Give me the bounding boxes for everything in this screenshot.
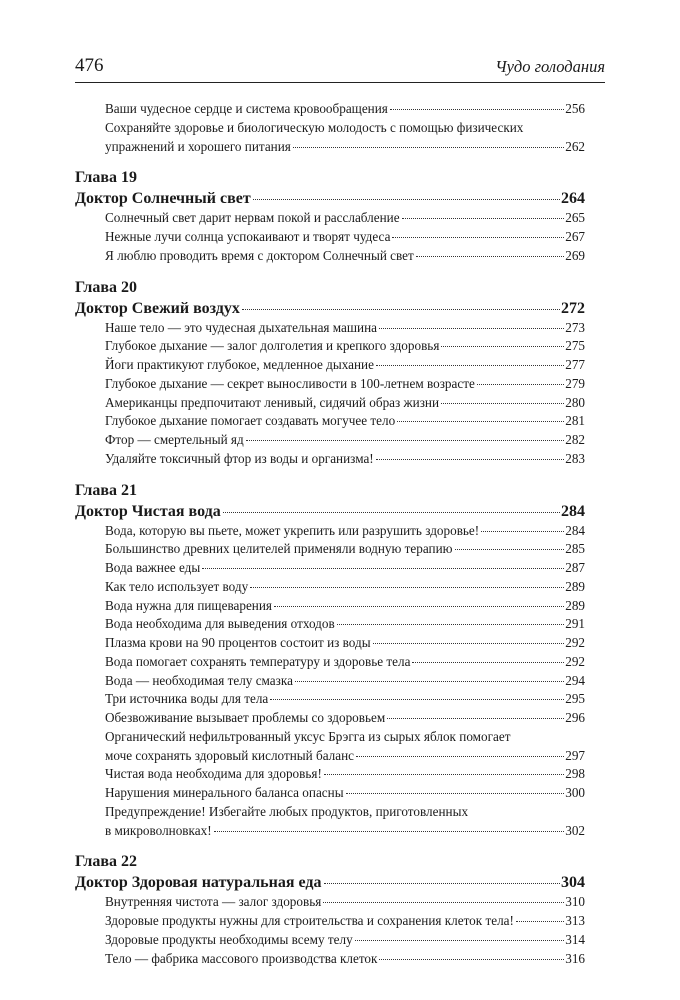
toc-entry-page-number: 302 xyxy=(565,822,585,838)
chapter-title-row xyxy=(75,188,585,209)
dot-leader xyxy=(324,883,561,884)
toc-entry-page-number: 281 xyxy=(565,413,585,429)
dot-leader xyxy=(214,831,565,832)
toc-entry-page-number: 314 xyxy=(565,931,585,947)
dot-leader xyxy=(295,681,564,682)
toc-entry-text: Фтор — смертельный яд xyxy=(105,432,244,447)
dot-leader xyxy=(270,699,564,700)
dot-leader xyxy=(441,346,564,347)
page-number: 476 xyxy=(75,55,104,76)
toc-entry-page-number: 283 xyxy=(565,450,585,466)
toc-entry-page-number: 267 xyxy=(565,229,585,244)
toc-entry xyxy=(105,634,585,653)
chapter-title-row xyxy=(75,872,585,893)
dot-leader xyxy=(397,421,564,422)
chapter-page-number: 304 xyxy=(561,874,585,892)
toc-entry-text: Как тело использует воду xyxy=(105,578,249,594)
chapter-label: Глава 20 xyxy=(75,278,137,296)
dot-leader xyxy=(202,568,564,569)
toc-entry-page-number: 262 xyxy=(565,138,585,154)
toc-entry-text: Нарушения минерального баланса опасны xyxy=(105,785,344,800)
toc-entry xyxy=(105,615,585,634)
toc-entry-page-number: 310 xyxy=(565,894,585,910)
toc-entry-page-number: 269 xyxy=(565,247,585,263)
toc-entry xyxy=(105,950,585,969)
toc-entry-page-number: 275 xyxy=(565,338,585,354)
toc-entry xyxy=(105,822,585,841)
table-of-contents xyxy=(75,100,585,968)
toc-entry-line xyxy=(105,803,585,822)
chapter-title-row xyxy=(75,298,585,319)
toc-entry-page-number: 273 xyxy=(565,319,585,335)
toc-entry-text: Три источника воды для тела xyxy=(105,691,269,707)
toc-entry-text: Предупреждение! Избегайте любых продуктов, приготовленных xyxy=(105,803,469,819)
dot-leader xyxy=(376,365,564,366)
toc-entry-page-number: 287 xyxy=(565,560,585,575)
toc-entry-text: Солнечный свет дарит нервам покой и расслабление xyxy=(105,210,400,226)
toc-entry-page-number: 292 xyxy=(565,653,585,669)
toc-entry xyxy=(105,100,585,119)
chapter-label: Глава 21 xyxy=(75,481,137,499)
toc-entry xyxy=(105,709,585,728)
chapter-page-number: 264 xyxy=(561,190,585,208)
toc-entry-page-number: 289 xyxy=(565,597,585,613)
toc-entry-text: Вода помогает сохранять температуру и здоровье тела xyxy=(105,653,411,669)
toc-entry xyxy=(105,412,585,431)
toc-entry xyxy=(105,690,585,709)
header-rule xyxy=(75,82,605,83)
toc-entry-text: Глубокое дыхание — секрет выносливости в 100-летнем возрасте xyxy=(105,375,475,391)
toc-entry-text: Ваши чудесное сердце и система кровообращения xyxy=(105,101,388,116)
toc-entry xyxy=(105,912,585,931)
toc-entry-text: Вода важнее еды xyxy=(105,560,201,575)
toc-entry xyxy=(105,653,585,672)
dot-leader xyxy=(390,109,564,110)
dot-leader xyxy=(355,940,565,941)
toc-entry xyxy=(105,375,585,394)
dot-leader xyxy=(387,718,564,719)
chapter-title: Доктор Солнечный свет xyxy=(75,190,251,208)
toc-entry xyxy=(105,228,585,247)
toc-entry-page-number: 289 xyxy=(565,578,585,594)
dot-leader xyxy=(293,147,564,148)
toc-entry xyxy=(105,356,585,375)
toc-entry xyxy=(105,431,585,450)
toc-entry-page-number: 313 xyxy=(565,913,585,928)
toc-entry-page-number: 316 xyxy=(565,950,585,966)
toc-entry xyxy=(105,522,585,541)
toc-entry xyxy=(105,559,585,578)
dot-leader xyxy=(516,921,564,922)
toc-entry-page-number: 295 xyxy=(565,691,585,707)
toc-entry-text: Обезвоживание вызывает проблемы со здоровьем xyxy=(105,710,386,725)
toc-entry-page-number: 297 xyxy=(565,747,585,763)
chapter-title: Доктор Чистая вода xyxy=(75,502,221,520)
toc-entry-text: Сохраняйте здоровье и биологическую молодость с помощью физических xyxy=(105,119,524,135)
toc-entry-text: Плазма крови на 90 процентов состоит из воды xyxy=(105,635,371,650)
toc-entry-line xyxy=(105,119,585,138)
dot-leader xyxy=(477,384,564,385)
toc-entry-page-number: 294 xyxy=(565,672,585,688)
chapter-page-number: 272 xyxy=(561,299,585,317)
toc-entry-text: Внутренняя чистота — залог здоровья xyxy=(105,894,322,910)
toc-entry-page-number: 292 xyxy=(565,635,585,650)
dot-leader xyxy=(402,218,565,219)
chapter-label: Глава 19 xyxy=(75,169,137,187)
toc-entry xyxy=(105,597,585,616)
toc-entry-text: Вода нужна для пищеварения xyxy=(105,597,272,613)
dot-leader xyxy=(379,959,564,960)
toc-entry xyxy=(105,931,585,950)
dot-leader xyxy=(253,199,560,200)
toc-entry xyxy=(105,784,585,803)
toc-entry xyxy=(105,747,585,766)
toc-entry-page-number: 296 xyxy=(565,710,585,725)
chapter-page-number: 284 xyxy=(561,502,585,520)
toc-entry-text: Здоровые продукты необходимы всему телу xyxy=(105,931,353,947)
dot-leader xyxy=(324,774,564,775)
dot-leader xyxy=(337,624,565,625)
toc-entry-text: в микроволновках! xyxy=(105,822,212,838)
toc-entry-page-number: 256 xyxy=(565,101,585,116)
dot-leader xyxy=(346,793,565,794)
dot-leader xyxy=(412,662,564,663)
chapter-title-row xyxy=(75,501,585,522)
toc-entry-text: Тело — фабрика массового производства клеток xyxy=(105,950,378,966)
dot-leader xyxy=(223,512,560,513)
toc-entry xyxy=(105,247,585,266)
toc-entry-page-number: 298 xyxy=(565,766,585,782)
toc-entry-page-number: 300 xyxy=(565,785,585,800)
dot-leader xyxy=(246,440,565,441)
toc-entry-text: Здоровые продукты нужны для строительства и сохранения клеток тела! xyxy=(105,913,514,928)
chapter-label: Глава 22 xyxy=(75,853,137,871)
toc-entry-text: Американцы предпочитают ленивый, сидячий образ жизни xyxy=(105,394,440,410)
toc-entry xyxy=(105,578,585,597)
toc-entry-page-number: 284 xyxy=(565,522,585,538)
dot-leader xyxy=(323,902,564,903)
toc-entry-page-number: 265 xyxy=(565,210,585,226)
toc-entry-text: Наше тело — это чудесная дыхательная машина xyxy=(105,319,378,335)
toc-entry-text: Глубокое дыхание помогает создавать могучее тело xyxy=(105,413,396,429)
dot-leader xyxy=(455,549,565,550)
dot-leader xyxy=(250,587,564,588)
dot-leader xyxy=(416,256,564,257)
dot-leader xyxy=(376,459,565,460)
chapter-title: Доктор Здоровая натуральная еда xyxy=(75,874,322,892)
toc-entry-text: Большинство древних целителей применяли водную терапию xyxy=(105,541,453,557)
toc-entry-page-number: 279 xyxy=(565,375,585,391)
toc-entry-text: Нежные лучи солнца успокаивают и творят чудеса xyxy=(105,229,391,244)
toc-entry xyxy=(105,540,585,559)
chapter-title: Доктор Свежий воздух xyxy=(75,299,240,317)
toc-entry-text: упражнений и хорошего питания xyxy=(105,138,291,154)
page-header xyxy=(75,55,605,83)
toc-entry-text: Удаляйте токсичный фтор из воды и организма! xyxy=(105,450,374,466)
dot-leader xyxy=(441,403,564,404)
toc-entry-line xyxy=(105,728,585,747)
toc-entry-text: Вода — необходимая телу смазка xyxy=(105,672,293,688)
dot-leader xyxy=(274,606,564,607)
toc-entry xyxy=(105,319,585,338)
toc-entry-page-number: 282 xyxy=(565,432,585,447)
toc-entry-page-number: 280 xyxy=(565,394,585,410)
toc-entry xyxy=(105,138,585,157)
toc-entry xyxy=(105,450,585,469)
toc-entry xyxy=(105,209,585,228)
toc-entry xyxy=(105,765,585,784)
toc-entry-page-number: 285 xyxy=(565,541,585,557)
dot-leader xyxy=(481,531,564,532)
toc-entry-text: Я люблю проводить время с доктором Солнечный свет xyxy=(105,247,414,263)
toc-entry-page-number: 291 xyxy=(565,616,585,632)
toc-entry xyxy=(105,394,585,413)
toc-entry-text: Чистая вода необходима для здоровья! xyxy=(105,766,322,782)
toc-entry-text: Органический нефильтрованный уксус Брэгга из сырых яблок помогает xyxy=(105,728,511,744)
toc-entry-text: Вода необходима для выведения отходов xyxy=(105,616,335,632)
toc-entry xyxy=(105,672,585,691)
toc-entry-text: Вода, которую вы пьете, может укрепить или разрушить здоровье! xyxy=(105,522,480,538)
running-title: Чудо голодания xyxy=(495,57,605,76)
dot-leader xyxy=(242,309,560,310)
dot-leader xyxy=(392,237,564,238)
toc-entry-page-number: 277 xyxy=(565,357,585,372)
toc-entry-text: Йоги практикуют глубокое, медленное дыхание xyxy=(105,357,374,372)
dot-leader xyxy=(373,643,565,644)
toc-entry-text: моче сохранять здоровый кислотный баланс xyxy=(105,747,355,763)
dot-leader xyxy=(356,756,564,757)
dot-leader xyxy=(379,328,564,329)
toc-entry xyxy=(105,893,585,912)
toc-entry xyxy=(105,337,585,356)
toc-entry-text: Глубокое дыхание — залог долголетия и крепкого здоровья xyxy=(105,338,440,354)
